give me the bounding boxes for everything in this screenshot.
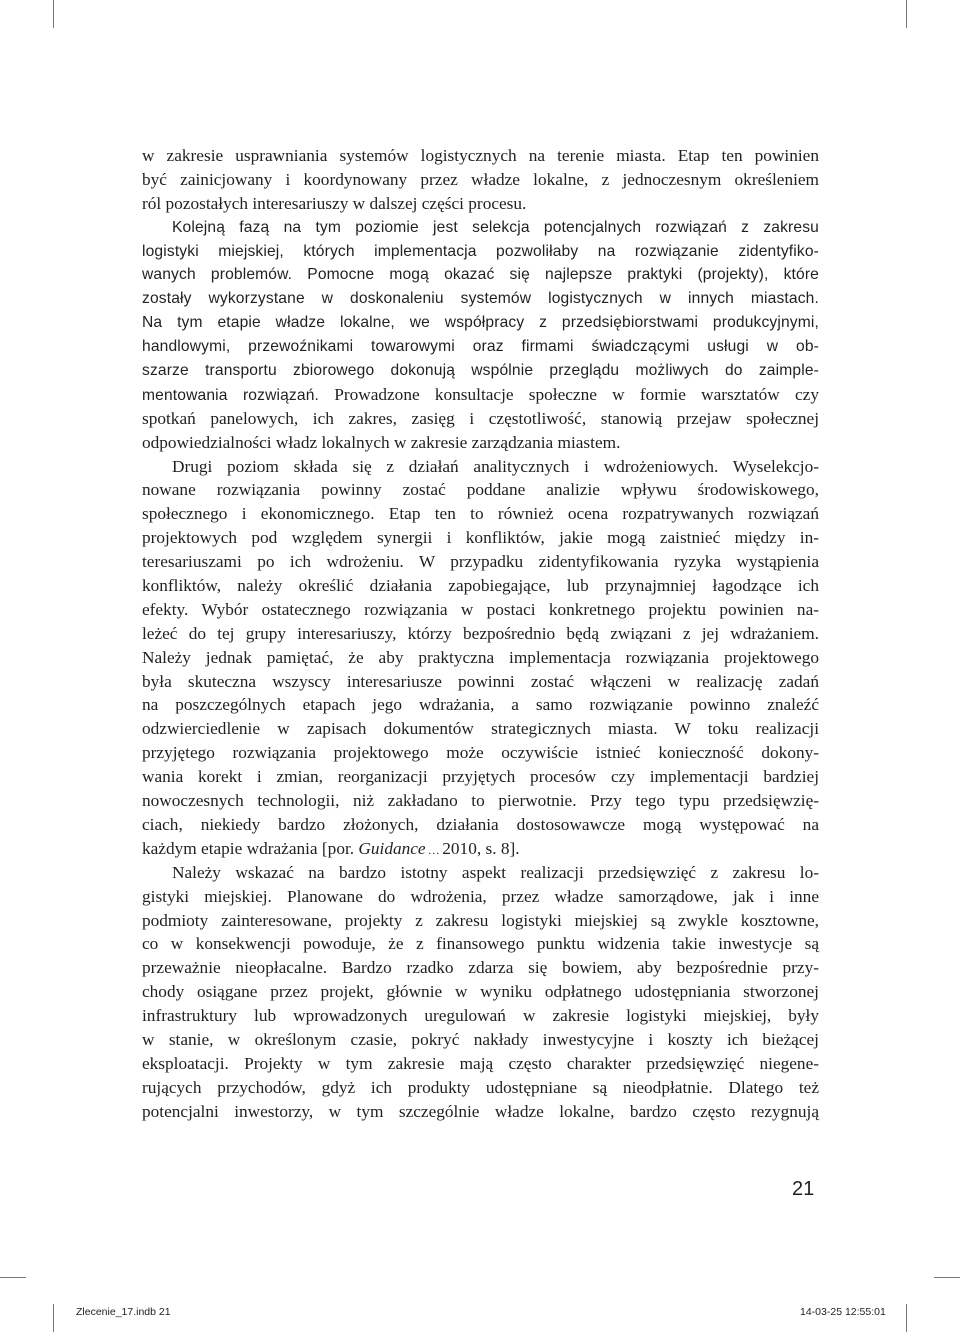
text-line: ciach, niekiedy bardzo złożonych, działania dostosowawcze mogą występować na [142,814,819,834]
text-line: była skuteczna wszyscy interesariusze powinni zostać włączeni w realizację zadań [142,671,819,691]
text-line: efekty. Wybór ostatecznego rozwiązania w postaci konkretnego projektu powinien na- [142,599,819,619]
text-line: potencjalni inwestorzy, w tym szczególnie władze lokalne, bardzo często rezygnują [142,1101,819,1121]
text-line: społecznego i ekonomicznego. Etap ten to również ocena rozpatrywanych rozwiązań [142,504,819,524]
text-line: przyjętego rozwiązania projektowego może oczywiście istnieć konieczność dokony- [142,743,819,763]
text-line [142,383,819,407]
crop-mark-right [934,1277,960,1278]
text-line: na poszczególnych etapach jego wdrażania, a samo rozwiązanie powinno znaleźć [142,695,819,715]
text-line: projektowych pod względem synergii i konfliktów, jakie mogą zaistnieć między in- [142,528,819,548]
text-line: teresariuszami po ich wdrożeniu. W przypadku zidentyfikowania ryzyka wystąpienia [142,552,819,572]
text-line: Kolejną fazą na tym poziomie jest selekcja potencjalnych rozwiązań z zakresu [172,218,819,236]
text-run-sans: mentowania rozwiązań. [142,386,319,404]
crop-mark-bottom-left [53,1304,54,1332]
text-line: handlowymi, przewoźnikami towarowymi oraz firmami świadczącymi usługi w ob- [142,338,819,356]
text-line: infrastruktury lub wprowadzonych uregulowań w zakresie logistyki miejskiej, były [142,1006,819,1026]
text-line: szarze transportu zbiorowego dokonują wspólnie przeglądu możliwych do zaimple- [142,362,819,380]
text-line: nowoczesnych technologii, niż zakładano to pierwotnie. Przy tego typu przedsięwzię- [142,791,819,811]
text-line: podmioty zainteresowane, projekty z zakresu logistyki miejskiej są zwykle kosztowne, [142,910,819,930]
text-line: w zakresie usprawniania systemów logistycznych na terenie miasta. Etap ten powinien [142,146,819,165]
text-line: leżeć do tej grupy interesariuszy, którzy bezpośrednio będą związani z jej wdrażaniem. [142,623,819,643]
text-run: 2010, s. 8]. [442,838,520,858]
text-run: każdym etapie wdrażania [por. [142,838,359,858]
text-line [142,837,819,861]
text-line: wanych problemów. Pomocne mogą okazać się najlepsze praktyki (projekty), które [142,266,819,284]
text-line: spotkań panelowych, ich zakres, zasięg i częstotliwość, stanowią przejaw społecznej [142,408,819,428]
text-line: ról pozostałych interesariuszy w dalszej części procesu. [142,193,527,213]
text-run-serif: Prowadzone konsultacje społeczne w formie warsztatów czy [319,384,819,404]
crop-mark-top-left [53,0,54,28]
text-line: eksploatacji. Projekty w tym zakresie mają często charakter przedsięwzięć niegene- [142,1053,819,1073]
text-line: przeważnie nieopłacalne. Bardzo rzadko zdarza się bowiem, aby bezpośrednie przy- [142,958,819,978]
text-line: Należy jednak pamiętać, że aby praktyczna implementacja rozwiązania projektowego [142,647,819,667]
text-line: w stanie, w określonym czasie, pokryć nakłady inwestycyjne i koszty ich bieżącej [142,1029,819,1049]
text-line: Na tym etapie władze lokalne, we współpracy z przedsiębiorstwami produkcyjnymi, [142,314,819,332]
text-line: odzwierciedlenie w zapisach dokumentów strategicznych miasta. W toku realizacji [142,719,819,739]
text-line: gistyki miejskiej. Planowane do wdrożenia, przez władze samorządowe, jak i inne [142,886,819,906]
citation-ellipsis: … [425,842,443,857]
text-line: co w konsekwencji powoduje, że z finansowego punktu widzenia takie inwestycje są [142,934,819,954]
crop-mark-top-right [906,0,907,28]
text-line: Drugi poziom składa się z działań analitycznych i wdrożeniowych. Wyselekcjo- [172,456,819,476]
text-line: zostały wykorzystane w doskonaleniu systemów logistycznych w innych miastach. [142,290,819,308]
text-line: być zainicjowany i koordynowany przez władze lokalne, z jednoczesnym określeniem [142,169,819,189]
text-line: nowane rozwiązania powinny zostać poddane analizie wpływu środowiskowego, [142,480,819,500]
text-line: Należy wskazać na bardzo istotny aspekt realizacji przedsięwzięć z zakresu lo- [172,862,819,882]
page-number: 21 [792,1178,815,1200]
crop-mark-bottom-right [906,1304,907,1332]
text-line: chody osiągane przez projekt, głównie w wyniku odpłatnego udostępniania stworzonej [142,982,819,1002]
text-line: rujących przychodów, gdyż ich produkty udostępniane są nieodpłatnie. Dlatego też [142,1077,819,1097]
slug-file-info: Zlecenie_17.indb 21 [76,1306,171,1318]
text-line: odpowiedzialności władz lokalnych w zakresie zarządzania miastem. [142,432,621,452]
text-line: wania korekt i zmian, reorganizacji przyjętych procesów czy implementacji bardziej [142,767,819,787]
text-line: konfliktów, należy określić działania zapobiegające, lub przynajmniej łagodzące ich [142,576,819,596]
citation-title: Guidance [358,838,426,858]
body-text [142,144,819,1124]
slug-timestamp: 14-03-25 12:55:01 [800,1306,886,1318]
crop-mark-left [0,1277,26,1278]
text-line: logistyki miejskiej, których implementacja pozwoliłaby na rozwiązanie zidentyfiko- [142,242,819,260]
